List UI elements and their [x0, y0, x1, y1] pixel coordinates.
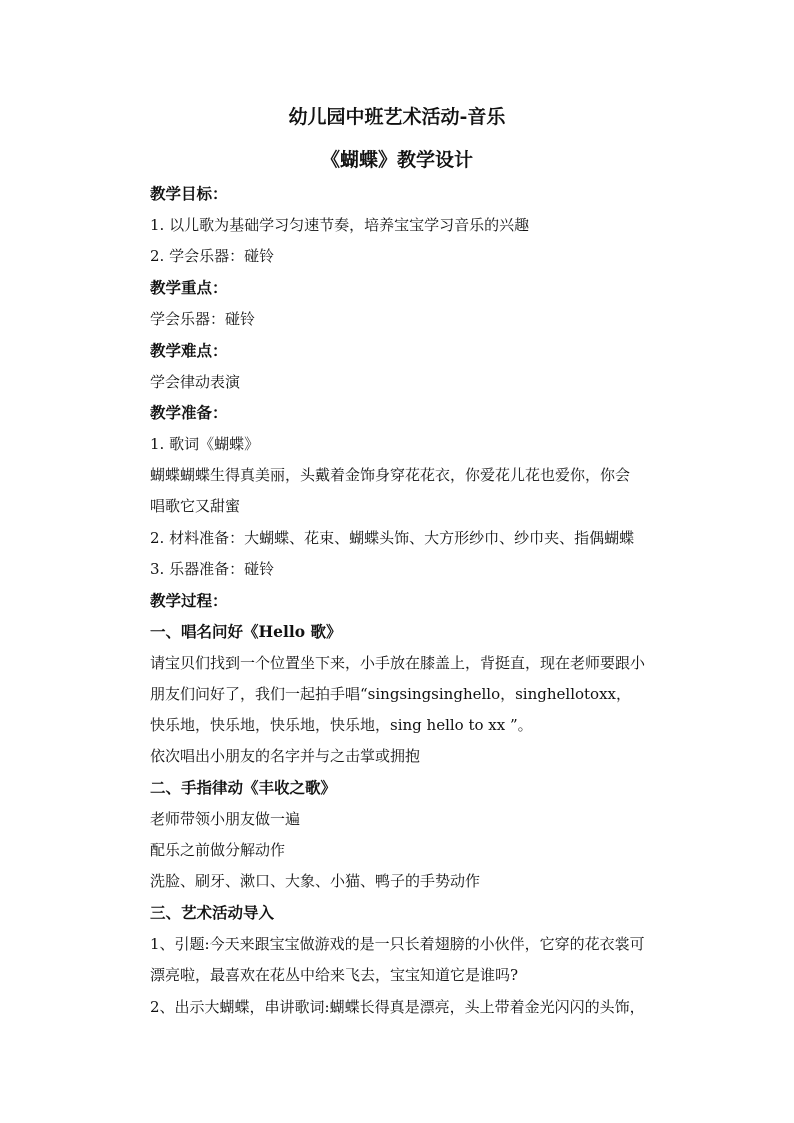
- paragraph-line: 依次唱出小朋友的名字并与之击掌或拥抱: [150, 747, 421, 765]
- subsection-heading-art-intro: 三、艺术活动导入: [150, 903, 275, 922]
- paragraph-line: 朋友们问好了，我们一起拍手唱“singsingsinghello，singhellotoxx，: [150, 685, 632, 703]
- paragraph-line: 老师带领小朋友做一遍: [150, 810, 301, 828]
- paragraph-line: 快乐地，快乐地，快乐地，快乐地，sing hello to xx ”。: [150, 716, 533, 734]
- paragraph-line: 唱歌它又甜蜜: [150, 497, 241, 515]
- document-title: 幼儿园中班艺术活动-音乐: [288, 106, 506, 128]
- subsection-heading-hello-song: 一、唱名问好《Hello 歌》: [150, 622, 342, 641]
- paragraph-line: 洗脸、刷牙、漱口、大象、小猫、鸭子的手势动作: [150, 872, 481, 890]
- paragraph-line: 学会乐器：碰铃: [150, 310, 256, 328]
- paragraph-line: 2. 材料准备：大蝴蝶、花束、蝴蝶头饰、大方形纱巾、纱巾夹、指偶蝴蝶: [150, 529, 635, 547]
- section-heading-difficulties: 教学难点：: [150, 341, 228, 360]
- paragraph-line: 请宝贝们找到一个位置坐下来，小手放在膝盖上，背挺直，现在老师要跟小: [150, 654, 646, 672]
- paragraph-line: 3. 乐器准备：碰铃: [150, 560, 275, 578]
- document-subtitle: 《蝴蝶》教学设计: [320, 149, 473, 171]
- paragraph-line: 1、引题:今天来跟宝宝做游戏的是一只长着翅膀的小伙伴，它穿的花衣裳可: [150, 935, 645, 953]
- section-heading-preparation: 教学准备：: [150, 403, 228, 422]
- paragraph-line: 配乐之前做分解动作: [150, 841, 286, 859]
- paragraph-line: 2、出示大蝴蝶，串讲歌词:蝴蝶长得真是漂亮，头上带着金光闪闪的头饰，: [150, 998, 645, 1016]
- paragraph-line: 1. 以儿歌为基础学习匀速节奏，培养宝宝学习音乐的兴趣: [150, 216, 530, 234]
- subsection-heading-finger-rhythm: 二、手指律动《丰收之歌》: [150, 778, 337, 797]
- paragraph-line: 2. 学会乐器：碰铃: [150, 247, 275, 265]
- paragraph-line: 蝴蝶蝴蝶生得真美丽，头戴着金饰身穿花花衣，你爱花儿花也爱你，你会: [150, 466, 631, 484]
- paragraph-line: 学会律动表演: [150, 373, 241, 391]
- section-heading-process: 教学过程：: [150, 591, 228, 610]
- paragraph-line: 1. 歌词《蝴蝶》: [150, 435, 260, 453]
- section-heading-goals: 教学目标：: [150, 184, 228, 203]
- section-heading-key-points: 教学重点：: [150, 278, 228, 297]
- paragraph-line: 漂亮啦，最喜欢在花丛中给来飞去，宝宝知道它是谁吗?: [150, 966, 519, 984]
